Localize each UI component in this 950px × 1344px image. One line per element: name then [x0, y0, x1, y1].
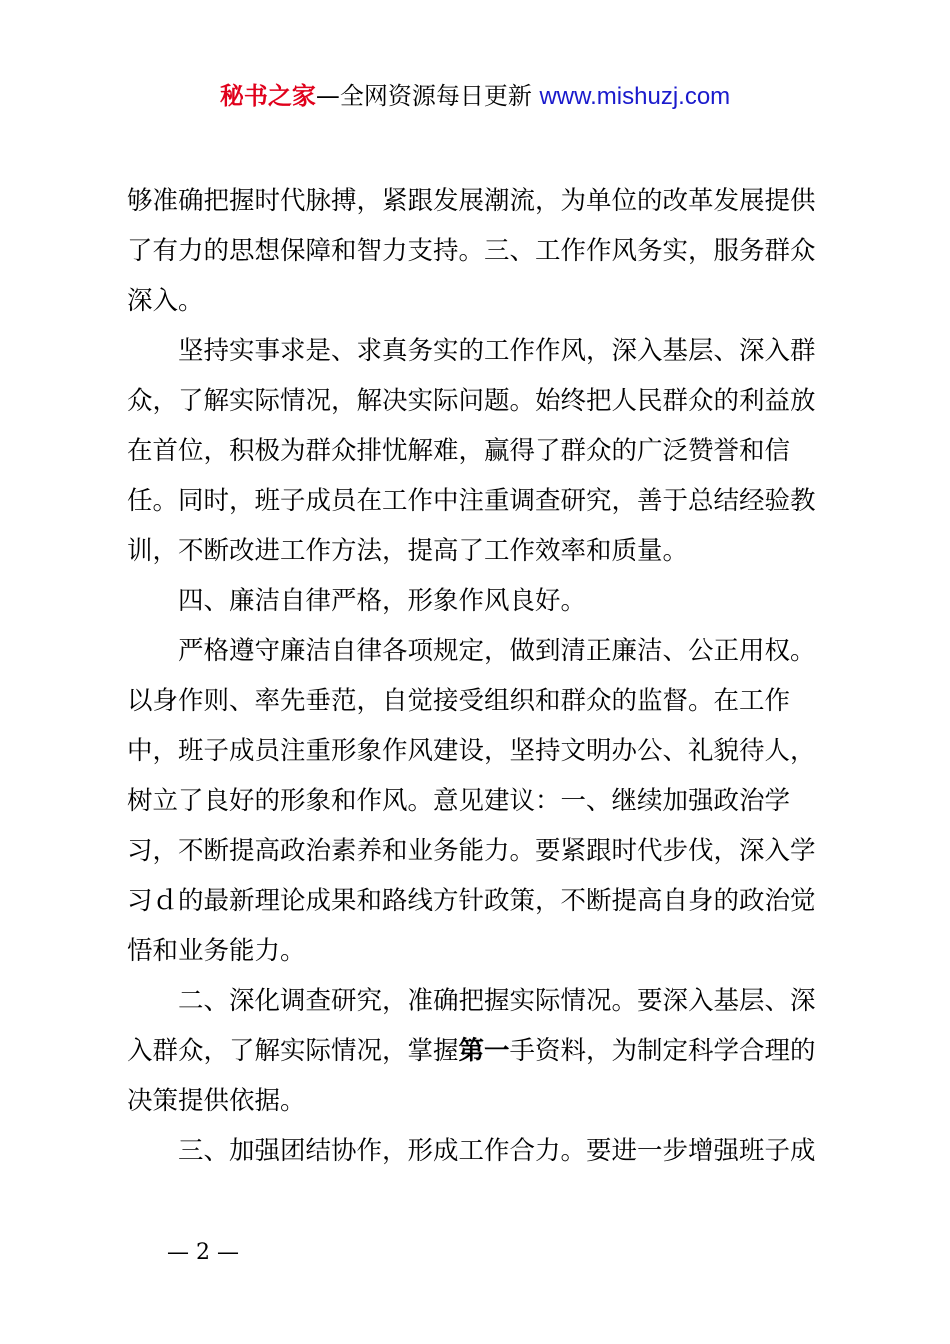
paragraph-1: 够准确把握时代脉搏，紧跟发展潮流，为单位的改革发展提供了有力的思想保障和智力支持。三、工作作风务实，服务群众深入。 [127, 186, 816, 316]
site-brand: 秘书之家 [219, 82, 316, 110]
paragraph-5-bold: 第一 [458, 1036, 510, 1066]
page-number: — 2 — [167, 1240, 239, 1265]
section-heading-4: 四、廉洁自律严格，形象作风良好。 [178, 586, 587, 616]
document-body [127, 176, 837, 1176]
site-url-link[interactable]: www.mishuzj.com [539, 83, 731, 110]
paragraph-5-text-b: 手资料，为制定科学合理的决策提供依据。 [127, 1036, 816, 1116]
site-slogan: —全网资源每日更新 [315, 82, 540, 110]
paragraph-6: 三、加强团结协作，形成工作合力。要进一步增强班子成 [178, 1136, 816, 1166]
paragraph-5 [127, 976, 837, 1126]
paragraph-2: 坚持实事求是、求真务实的工作作风，深入基层、深入群众，了解实际情况，解决实际问题。始终把人民群众的利益放在首位，积极为群众排忧解难，赢得了群众的广泛赞誉和信任。同时，班子成员在工作中注重调查研究，善于总结经验教训，不断改进工作方法，提高了工作效率和质量。 [127, 336, 816, 566]
paragraph-5-text-a: 二、深化调查研究，准确把握实际情况。要深入基层、深入群众，了解实际情况，掌握 [127, 986, 816, 1066]
site-header [0, 80, 950, 113]
paragraph-4: 严格遵守廉洁自律各项规定，做到清正廉洁、公正用权。以身作则、率先垂范，自觉接受组织和群众的监督。在工作中，班子成员注重形象作风建设，坚持文明办公、礼貌待人，树立了良好的形象和作风。意见建议：一、继续加强政治学习，不断提高政治素养和业务能力。要紧跟时代步伐，深入学习ｄ的最新理论成果和路线方针政策，不断提高自身的政治觉悟和业务能力。 [127, 636, 816, 966]
